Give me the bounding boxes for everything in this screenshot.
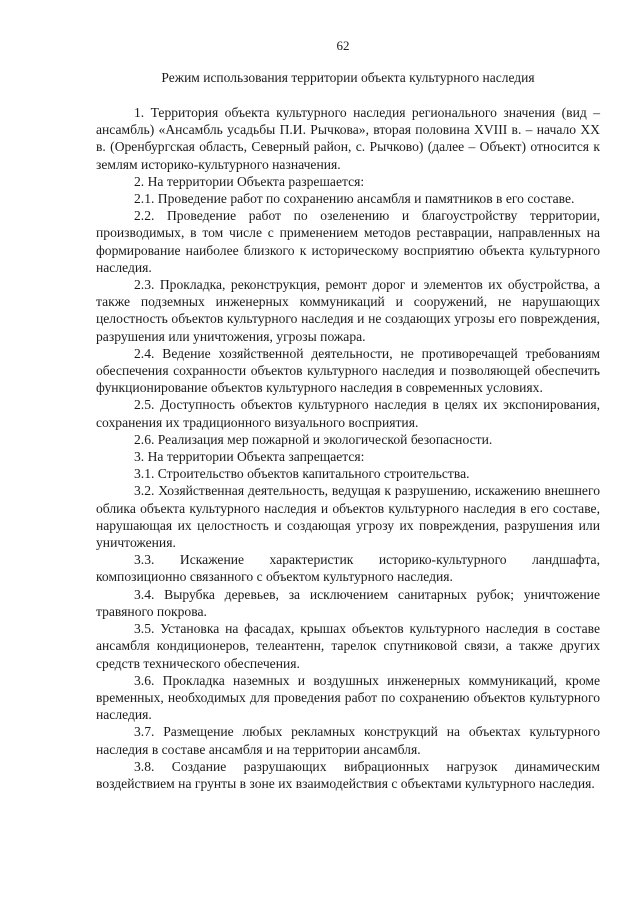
page-number: 62 [336,38,350,53]
paragraph-2-4: 2.4. Ведение хозяйственной деятельности, не противоречащей требованиям обеспечения сохранности объектов культурного наследия и позволяющей обеспечить функционирование объектов культурного наследия в современных условиях. [96,345,600,396]
paragraph-3-1: 3.1. Строительство объектов капитального строительства. [134,466,470,482]
paragraph-2-5: 2.5. Доступность объектов культурного наследия в целях их экспонирования, сохранения их традиционного визуального восприятия. [96,397,600,430]
paragraph-3-3: 3.3. Искажение характеристик историко-культурного ландшафта, композиционно связанного с объектом культурного наследия. [96,552,600,585]
paragraph-2-6: 2.6. Реализация мер пожарной и экологической безопасности. [134,431,493,447]
paragraph-2-3: 2.3. Прокладка, реконструкция, ремонт дорог и элементов их обустройства, а также подземных инженерных коммуникаций и сооружений, не нарушающих целостность объектов культурного наследия и не создающих угрозы его повреждения, разрушения или уничтожения, угрозы пожара. [96,277,600,344]
paragraph-3-8: 3.8. Создание разрушающих вибрационных нагрузок динамическим воздействием на грунты в зоне их взаимодействия с объектами культурного наследия. [96,758,600,791]
paragraph-3-2: 3.2. Хозяйственная деятельность, ведущая к разрушению, искажению внешнего облика объекта культурного наследия и объектов культурного наследия в его составе, нарушающая их целостность и создающая угрозу их повреждения, разрушения или уничтожения. [96,483,600,551]
document-title: Режим использования территории объекта культурного наследия [161,70,535,85]
document-body [96,104,600,792]
paragraph-2-2: 2.2. Проведение работ по озеленению и благоустройству территории, производимых, в том числе с применением методов реставрации, направленных на формирование наиболее близкого к историческому восприятию объекта культурного наследия. [96,208,600,275]
paragraph-1: 1. Территория объекта культурного наследия регионального значения (вид – ансамбль) «Ансамбль усадьбы П.И. Рычкова», вторая половина XVIII в. – начало XX в. (Оренбургская область, Северный район, с. Рычково) (далее – Объект) относится к землям историко-культурного назначения. [96,105,600,172]
paragraph-3-6: 3.6. Прокладка наземных и воздушных инженерных коммуникаций, кроме временных, необходимых для проведения работ по сохранению объектов культурного наследия. [96,672,600,723]
paragraph-3-4: 3.4. Вырубка деревьев, за исключением санитарных рубок; уничтожение травяного покрова. [96,586,600,619]
paragraph-2-1: 2.1. Проведение работ по сохранению ансамбля и памятников в его составе. [134,191,575,207]
paragraph-3-5: 3.5. Установка на фасадах, крышах объектов культурного наследия в составе ансамбля кондиционеров, телеантенн, тарелок спутниковой связи, а также других средств технического обеспечения. [96,621,600,671]
paragraph-3-7: 3.7. Размещение любых рекламных конструкций на объектах культурного наследия в составе ансамбля и на территории ансамбля. [96,724,600,757]
paragraph-3: 3. На территории Объекта запрещается: [134,449,365,465]
paragraph-2: 2. На территории Объекта разрешается: [134,173,365,189]
